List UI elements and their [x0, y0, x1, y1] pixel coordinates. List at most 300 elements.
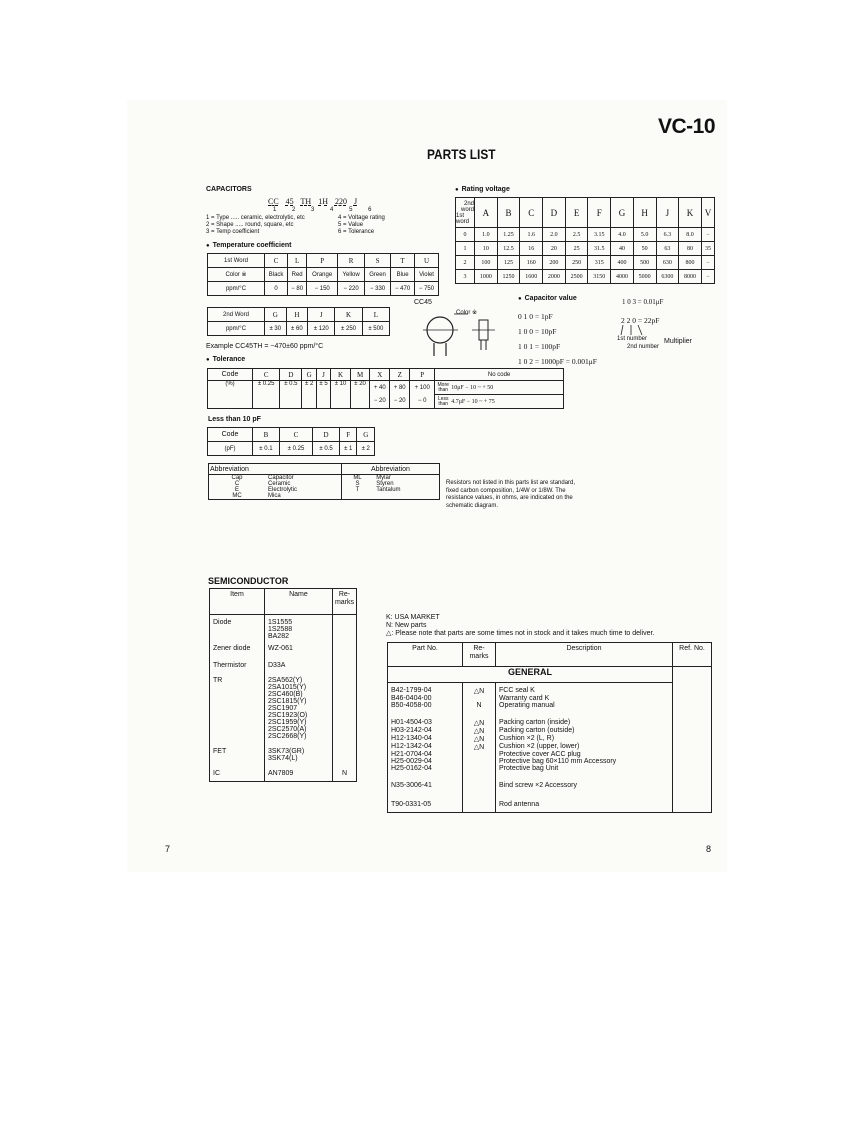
- col-header: F: [588, 198, 611, 228]
- cell: 3.15: [588, 228, 611, 242]
- remarks: [463, 782, 496, 789]
- rating-table: [455, 197, 715, 284]
- part-no: H03-2142-04: [388, 727, 463, 735]
- code-part: J: [353, 197, 358, 206]
- cell: 160: [520, 256, 543, 270]
- note-line: N: New parts: [386, 622, 427, 629]
- cell: 250: [565, 256, 588, 270]
- cell: 25: [565, 242, 588, 256]
- col-header: V: [701, 198, 714, 228]
- cell: C: [253, 369, 280, 381]
- item-cell: [210, 633, 265, 640]
- abbr-meaning: Capacitor: [265, 475, 341, 482]
- notes: [386, 614, 654, 638]
- tolerance-table: [207, 368, 564, 409]
- color-mark-label: Color ※: [456, 310, 478, 316]
- description: Rod antenna: [496, 801, 673, 813]
- cell: 125: [497, 256, 520, 270]
- name-cell: AN7809: [264, 770, 332, 782]
- abbr-header: Abbreviation: [209, 464, 342, 475]
- abbr-code: ML: [353, 475, 362, 481]
- cell: + 40: [370, 381, 390, 395]
- description: Bind screw ×2 Accessory: [496, 782, 673, 789]
- code-number: 1: [273, 207, 277, 213]
- row-header: 3: [456, 270, 475, 284]
- cell: −: [701, 270, 714, 284]
- remarks-cell: [332, 726, 356, 733]
- capacitors-heading: CAPACITORS: [206, 186, 252, 193]
- remarks-cell: [332, 755, 356, 762]
- cell: 200: [543, 256, 566, 270]
- name-cell: 1S1555: [264, 619, 332, 626]
- code-part: 45: [285, 197, 294, 206]
- tolerance-heading: ● Tolerance: [206, 356, 245, 363]
- name-cell: D33A: [264, 662, 332, 669]
- cell: ± 30: [265, 322, 287, 336]
- cell: 100: [475, 256, 498, 270]
- remarks: △N: [463, 727, 496, 735]
- first-number-label: 1st number: [617, 336, 648, 342]
- multiplier-label: Multiplier: [664, 338, 693, 345]
- cap-value-lines: [518, 309, 597, 369]
- cell: Yellow: [338, 268, 365, 282]
- cell: 5000: [633, 270, 656, 284]
- description: Warranty card K: [496, 695, 673, 702]
- item-cell: Zener diode: [210, 645, 265, 652]
- remarks: △N: [463, 743, 496, 751]
- code-part: CC: [268, 197, 279, 206]
- cell: 6.3: [656, 228, 679, 242]
- description: Cushion ×2 (L, R): [496, 735, 673, 743]
- col-header: E: [565, 198, 588, 228]
- cell: − 750: [415, 282, 439, 296]
- cell: 6300: [656, 270, 679, 284]
- cell: 400: [611, 256, 634, 270]
- legend-line: 6 = Tolerance: [338, 229, 375, 235]
- item-cell: [210, 691, 265, 698]
- cell: Black: [265, 268, 288, 282]
- cell: J: [316, 369, 330, 381]
- remarks-cell: [332, 633, 356, 640]
- code-numbers: [273, 207, 371, 214]
- cell: ± 0.5: [313, 442, 340, 456]
- name-cell: 3SK74(L): [264, 755, 332, 762]
- remarks: [463, 765, 496, 772]
- cell: Code: [208, 369, 253, 381]
- cell: 1st Word: [208, 254, 265, 268]
- cell: ± 5: [316, 381, 330, 409]
- code-number: 3: [311, 207, 315, 213]
- cell: 10: [475, 242, 498, 256]
- cell: 4.7μF − 10 ~ + 75: [451, 395, 563, 409]
- cell: − 330: [364, 282, 390, 296]
- cell: D: [313, 428, 340, 442]
- abbr-code: E: [234, 487, 239, 493]
- cell: Violet: [415, 268, 439, 282]
- note-line: △: Please note that parts are some times not in stock and it takes much time to deliver.: [386, 630, 655, 637]
- legend-line: 1 = Type ..... ceramic, electrolytic, etc: [206, 215, 305, 221]
- cap-value-line: 1 0 1 = 100pF: [518, 342, 561, 351]
- part-no: H25-0029-04: [388, 758, 463, 765]
- cell: Orange: [307, 268, 338, 282]
- cell: L: [288, 254, 307, 268]
- remarks: △N: [463, 687, 496, 695]
- corner-cell: [456, 198, 475, 228]
- temp-coef-heading: ● Temperature coefficient: [206, 242, 291, 249]
- abbr-meaning: Ceramic: [265, 481, 341, 487]
- parts-table: [387, 642, 712, 813]
- cell: 3150: [588, 270, 611, 284]
- cell: 4.0: [611, 228, 634, 242]
- cell: Green: [364, 268, 390, 282]
- part-no: T90-0331-05: [388, 801, 463, 813]
- cell: 4000: [611, 270, 634, 284]
- page-number-left: 7: [165, 844, 171, 854]
- cell: X: [370, 369, 390, 381]
- cell: H: [286, 308, 308, 322]
- cell: 50: [633, 242, 656, 256]
- cell: ± 500: [362, 322, 389, 336]
- cap-value-heading: ● Capacitor value: [518, 295, 577, 302]
- cell: − 470: [391, 282, 415, 296]
- cell: K: [331, 369, 351, 381]
- model-name: VC-10: [658, 115, 716, 138]
- cell: C: [265, 254, 288, 268]
- cell: − 0: [410, 395, 435, 409]
- code-part: TH: [300, 197, 312, 206]
- cell: ± 10: [331, 381, 351, 409]
- remarks: [463, 751, 496, 758]
- item-cell: [210, 698, 265, 705]
- remarks-cell: [332, 698, 356, 705]
- cell: 8000: [679, 270, 702, 284]
- name-cell: 1S2588: [264, 626, 332, 633]
- cell: ± 0.5: [280, 381, 302, 409]
- abbr-meaning: Mylar: [376, 475, 391, 481]
- cell: Red: [288, 268, 307, 282]
- cell: 800: [679, 256, 702, 270]
- name-cell: WZ-061: [264, 645, 332, 652]
- remarks: △N: [463, 735, 496, 743]
- col-header: H: [633, 198, 656, 228]
- name-cell: 2SC1907: [264, 705, 332, 712]
- code-example: [268, 197, 357, 206]
- remarks: N: [463, 702, 496, 709]
- description: Operating manual: [496, 702, 673, 709]
- cell: 2000: [543, 270, 566, 284]
- part-no: N35-3006-41: [388, 782, 463, 789]
- description: Packing carton (outside): [496, 727, 673, 735]
- description: Protective cover ACC plug: [496, 751, 673, 758]
- remarks-cell: [332, 677, 356, 684]
- code-number: 6: [368, 207, 372, 213]
- abbreviation-table: [208, 463, 440, 500]
- remarks-cell: [332, 662, 356, 669]
- col-header: Item: [210, 589, 265, 615]
- cell: 1600: [520, 270, 543, 284]
- cell: ppm/°C: [208, 322, 265, 336]
- cell: Blue: [391, 268, 415, 282]
- description: Packing carton (inside): [496, 719, 673, 727]
- cell: ± 120: [308, 322, 335, 336]
- cell: − 20: [390, 395, 410, 409]
- remarks-cell: [332, 712, 356, 719]
- cell: 630: [656, 256, 679, 270]
- col-header: J: [656, 198, 679, 228]
- remarks: [463, 801, 496, 813]
- item-cell: [210, 712, 265, 719]
- part-no: H12-1342-04: [388, 743, 463, 751]
- abbr-code: T: [355, 487, 360, 493]
- code-number: 4: [330, 207, 334, 213]
- cell: 500: [633, 256, 656, 270]
- cap-value-right-line: 1 0 3 = 0.01μF: [622, 298, 664, 306]
- part-no: H12-1340-04: [388, 735, 463, 743]
- item-cell: Thermistor: [210, 662, 265, 669]
- cc45-label: CC45: [414, 299, 432, 306]
- cell: P: [307, 254, 338, 268]
- cell: C: [279, 428, 312, 442]
- col-header: B: [497, 198, 520, 228]
- item-cell: FET: [210, 748, 265, 755]
- part-no: H21-0704-04: [388, 751, 463, 758]
- cell: ± 250: [335, 322, 362, 336]
- col-header: Description: [496, 643, 673, 667]
- cell: 1000: [475, 270, 498, 284]
- cell: 35: [701, 242, 714, 256]
- abbr-meaning: Mica: [265, 493, 341, 500]
- cell: More than: [435, 381, 452, 395]
- col-header: A: [475, 198, 498, 228]
- semiconductor-heading: SEMICONDUCTOR: [208, 576, 289, 586]
- name-cell: 2SC1923(O): [264, 712, 332, 719]
- col-header: D: [543, 198, 566, 228]
- remarks-cell: [332, 733, 356, 740]
- cell: 2.5: [565, 228, 588, 242]
- cell: S: [364, 254, 390, 268]
- cell: − 20: [370, 395, 390, 409]
- abbr-code: MC: [232, 493, 242, 499]
- item-cell: IC: [210, 770, 265, 782]
- corner-text: word: [460, 206, 474, 213]
- name-cell: 2SA562(Y): [264, 677, 332, 684]
- cell: Less than: [435, 395, 452, 409]
- example-line: Example CC45TH = −470±60 ppm/°C: [206, 343, 324, 350]
- cell: 1250: [497, 270, 520, 284]
- cell: G: [357, 428, 375, 442]
- temp-coef-table-2: [207, 307, 390, 336]
- cell: D: [280, 369, 302, 381]
- part-no: B42-1799-04: [388, 687, 463, 695]
- cell: (%): [208, 381, 253, 409]
- description: Protective bag Unit: [496, 765, 673, 772]
- abbr-meaning: Styren: [376, 481, 394, 487]
- cell: R: [338, 254, 365, 268]
- row-header: 1: [456, 242, 475, 256]
- cell: 2nd Word: [208, 308, 265, 322]
- cell: Code: [208, 428, 253, 442]
- abbr-meaning: Electrolytic: [265, 487, 341, 493]
- cell: U: [415, 254, 439, 268]
- col-header: Re- marks: [463, 643, 496, 667]
- name-cell: 2SC2668(Y): [264, 733, 332, 740]
- section-header: GENERAL: [388, 667, 673, 683]
- remarks-cell: [332, 619, 356, 626]
- less10-heading: Less than 10 pF: [208, 416, 261, 423]
- cell: 31.5: [588, 242, 611, 256]
- description: FCC seal K: [496, 687, 673, 695]
- cell: T: [391, 254, 415, 268]
- remarks-cell: [332, 626, 356, 633]
- cell: 2.0: [543, 228, 566, 242]
- cell: No code: [435, 369, 564, 381]
- cell: P: [410, 369, 435, 381]
- legend-line: 4 = Voltage rating: [338, 215, 385, 221]
- part-no: B46-0404-00: [388, 695, 463, 702]
- code-number: 5: [349, 207, 353, 213]
- remarks: △N: [463, 719, 496, 727]
- cell: ± 2: [302, 381, 316, 409]
- part-no: B50-4058-00: [388, 702, 463, 709]
- item-cell: [210, 626, 265, 633]
- cell: ± 0.1: [253, 442, 280, 456]
- code-part: 1H: [318, 197, 328, 206]
- cap-value-line: 0 1 0 = 1pF: [518, 312, 553, 321]
- cell: F: [339, 428, 356, 442]
- col-header: Part No.: [388, 643, 463, 667]
- cell: ± 2: [357, 442, 375, 456]
- item-cell: Diode: [210, 619, 265, 626]
- cell: 315: [588, 256, 611, 270]
- cell: ± 20: [350, 381, 370, 409]
- cap-value-line: 1 0 2 = 1000pF = 0.001μF: [518, 357, 597, 366]
- cell: 80: [679, 242, 702, 256]
- cell: ± 1: [339, 442, 356, 456]
- cell: −: [701, 228, 714, 242]
- col-header: Name: [264, 589, 332, 615]
- cell: − 80: [288, 282, 307, 296]
- cell: ppm/°C: [208, 282, 265, 296]
- cell: − 150: [307, 282, 338, 296]
- code-number: 2: [292, 207, 296, 213]
- row-header: 0: [456, 228, 475, 242]
- item-cell: [210, 726, 265, 733]
- cell: 8.0: [679, 228, 702, 242]
- rating-heading: ● Rating voltage: [455, 186, 510, 193]
- cell: K: [335, 308, 362, 322]
- item-cell: [210, 684, 265, 691]
- cell: 12.5: [497, 242, 520, 256]
- cell: L: [362, 308, 389, 322]
- name-cell: 2SC1959(Y): [264, 719, 332, 726]
- abbr-meaning: Tantalum: [376, 487, 401, 493]
- remarks-cell: [332, 719, 356, 726]
- cell: G: [302, 369, 316, 381]
- note-line: K: USA MARKET: [386, 614, 440, 621]
- legend-line: 2 = Shape ..... round, square, etc: [206, 222, 294, 228]
- row-header: 2: [456, 256, 475, 270]
- item-cell: [210, 719, 265, 726]
- cell: M: [350, 369, 370, 381]
- cell: −: [701, 256, 714, 270]
- remarks-cell: [332, 705, 356, 712]
- cell: 1.0: [475, 228, 498, 242]
- resistor-note: Resistors not listed in this parts list are standard, fixed carbon composition, 1/4W or 1/8W. The resistance values, in ohms, are indicated on the schematic diagram.: [446, 480, 576, 509]
- page-title: PARTS LIST: [427, 146, 496, 162]
- cell: ± 0.25: [253, 381, 280, 409]
- col-header: Re- marks: [332, 589, 356, 615]
- item-cell: [210, 705, 265, 712]
- name-cell: 2SC2570(A): [264, 726, 332, 733]
- name-cell: 2SC1815(Y): [264, 698, 332, 705]
- temp-coef-table-1: [207, 253, 439, 296]
- cap-value-example: 2 2 0 = 22pF: [621, 316, 660, 325]
- code-legend-right: [338, 215, 385, 236]
- cell: ± 60: [286, 322, 308, 336]
- abbr-code: C: [234, 481, 240, 487]
- remarks-cell: [332, 691, 356, 698]
- cell: 0: [265, 282, 288, 296]
- remarks: [463, 695, 496, 702]
- capacitor-diagram: [420, 306, 500, 358]
- remarks-cell: [332, 645, 356, 652]
- col-header: G: [611, 198, 634, 228]
- code-legend-left: [206, 215, 305, 236]
- cell: 2500: [565, 270, 588, 284]
- abbr-header: Abbreviation: [341, 464, 439, 475]
- remarks-cell: [332, 684, 356, 691]
- col-header: K: [679, 198, 702, 228]
- cell: J: [308, 308, 335, 322]
- code-part: 220: [334, 197, 347, 206]
- cell: 63: [656, 242, 679, 256]
- remarks-cell: [332, 748, 356, 755]
- part-no: H01-4504-03: [388, 719, 463, 727]
- abbr-code: Cap: [231, 475, 243, 481]
- col-header: C: [520, 198, 543, 228]
- cell: (pF): [208, 442, 253, 456]
- corner-text: 1st: [456, 212, 465, 219]
- cell: 5.0: [633, 228, 656, 242]
- cell: 40: [611, 242, 634, 256]
- name-cell: 2SC460(B): [264, 691, 332, 698]
- item-cell: [210, 733, 265, 740]
- cell: G: [265, 308, 287, 322]
- cell: 1.25: [497, 228, 520, 242]
- item-cell: TR: [210, 677, 265, 684]
- description: Protective bag 60×110 mm Accessory: [496, 758, 673, 765]
- corner-text: 2nd: [463, 200, 474, 207]
- description: Cushion ×2 (upper, lower): [496, 743, 673, 751]
- remarks-cell: N: [332, 770, 356, 782]
- legend-line: 3 = Temp coefficient: [206, 229, 260, 235]
- cell: 16: [520, 242, 543, 256]
- cell: ± 0.25: [279, 442, 312, 456]
- cell: Color ※: [208, 268, 265, 282]
- cell: 1.6: [520, 228, 543, 242]
- cell: 10μF − 10 ~ + 50: [451, 381, 563, 395]
- cell: 20: [543, 242, 566, 256]
- cap-value-line: 1 0 0 = 10pF: [518, 327, 557, 336]
- name-cell: 2SA1015(Y): [264, 684, 332, 691]
- part-no: H25-0162-04: [388, 765, 463, 772]
- legend-line: 5 = Value: [338, 222, 364, 228]
- less10-table: [207, 427, 375, 456]
- page-number-right: 8: [706, 844, 712, 854]
- cell: Z: [390, 369, 410, 381]
- cell: + 100: [410, 381, 435, 395]
- corner-text: word: [456, 218, 470, 225]
